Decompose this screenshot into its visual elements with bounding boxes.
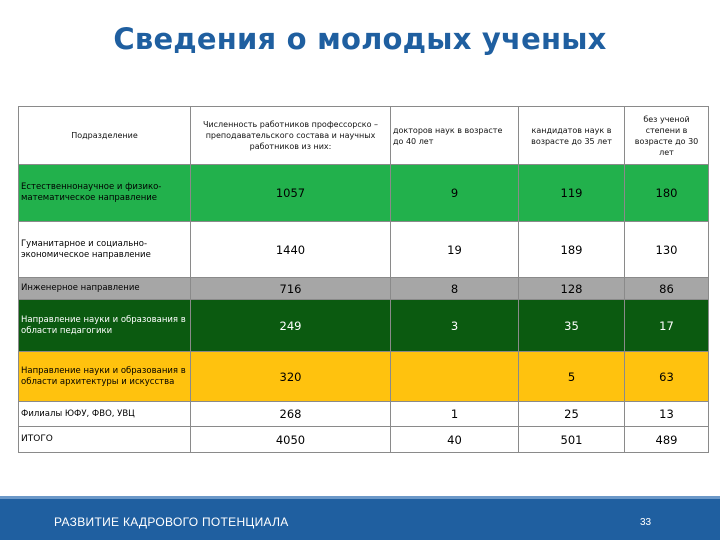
- cell-staff: 1440: [191, 222, 391, 278]
- table-row: [19, 222, 709, 278]
- table-row: [19, 165, 709, 222]
- cell-staff: 4050: [191, 427, 391, 453]
- cell-no-degree: 180: [625, 165, 709, 222]
- header-doctors: докторов наук в возрасте до 40 лет: [391, 107, 519, 165]
- row-name: Направление науки и образования в области архитектуры и искусства: [19, 352, 191, 402]
- row-name: Направление науки и образования в области педагогики: [19, 300, 191, 352]
- cell-candidates: 189: [519, 222, 625, 278]
- cell-no-degree: 130: [625, 222, 709, 278]
- cell-no-degree: 17: [625, 300, 709, 352]
- page-title: Сведения о молодых ученых: [113, 22, 607, 56]
- cell-candidates: 119: [519, 165, 625, 222]
- header-staff-count: Численность работников профессорско – преподавательского состава и научных работников из них:: [191, 107, 391, 165]
- header-division: Подразделение: [19, 107, 191, 165]
- cell-doctors: 9: [391, 165, 519, 222]
- footer-caption: РАЗВИТИЕ КАДРОВОГО ПОТЕНЦИАЛА: [54, 515, 289, 529]
- cell-doctors: 1: [391, 402, 519, 427]
- cell-no-degree: 13: [625, 402, 709, 427]
- table-row: [19, 352, 709, 402]
- cell-candidates: 5: [519, 352, 625, 402]
- cell-doctors: 19: [391, 222, 519, 278]
- cell-doctors: 8: [391, 278, 519, 300]
- cell-doctors: [391, 352, 519, 402]
- table-row: [19, 300, 709, 352]
- row-name: Естественнонаучное и физико-математическое направление: [19, 165, 191, 222]
- cell-no-degree: 63: [625, 352, 709, 402]
- row-name: Инженерное направление: [19, 278, 191, 300]
- table-header-row: [19, 107, 709, 165]
- cell-staff: 320: [191, 352, 391, 402]
- cell-staff: 268: [191, 402, 391, 427]
- cell-candidates: 128: [519, 278, 625, 300]
- header-candidates: кандидатов наук в возрасте до 35 лет: [519, 107, 625, 165]
- young-scientists-table: [18, 106, 709, 453]
- cell-candidates: 501: [519, 427, 625, 453]
- cell-staff: 1057: [191, 165, 391, 222]
- cell-candidates: 35: [519, 300, 625, 352]
- cell-no-degree: 489: [625, 427, 709, 453]
- cell-doctors: 40: [391, 427, 519, 453]
- cell-staff: 716: [191, 278, 391, 300]
- table-row: [19, 278, 709, 300]
- row-name: Гуманитарное и социально-экономическое направление: [19, 222, 191, 278]
- cell-staff: 249: [191, 300, 391, 352]
- row-name: ИТОГО: [19, 427, 191, 453]
- page-number: 33: [640, 517, 652, 528]
- cell-candidates: 25: [519, 402, 625, 427]
- row-name: Филиалы ЮФУ, ФВО, УВЦ: [19, 402, 191, 427]
- table-row: [19, 402, 709, 427]
- header-no-degree: без ученой степени в возрасте до 30 лет: [625, 107, 709, 165]
- cell-no-degree: 86: [625, 278, 709, 300]
- table-total-row: [19, 427, 709, 453]
- cell-doctors: 3: [391, 300, 519, 352]
